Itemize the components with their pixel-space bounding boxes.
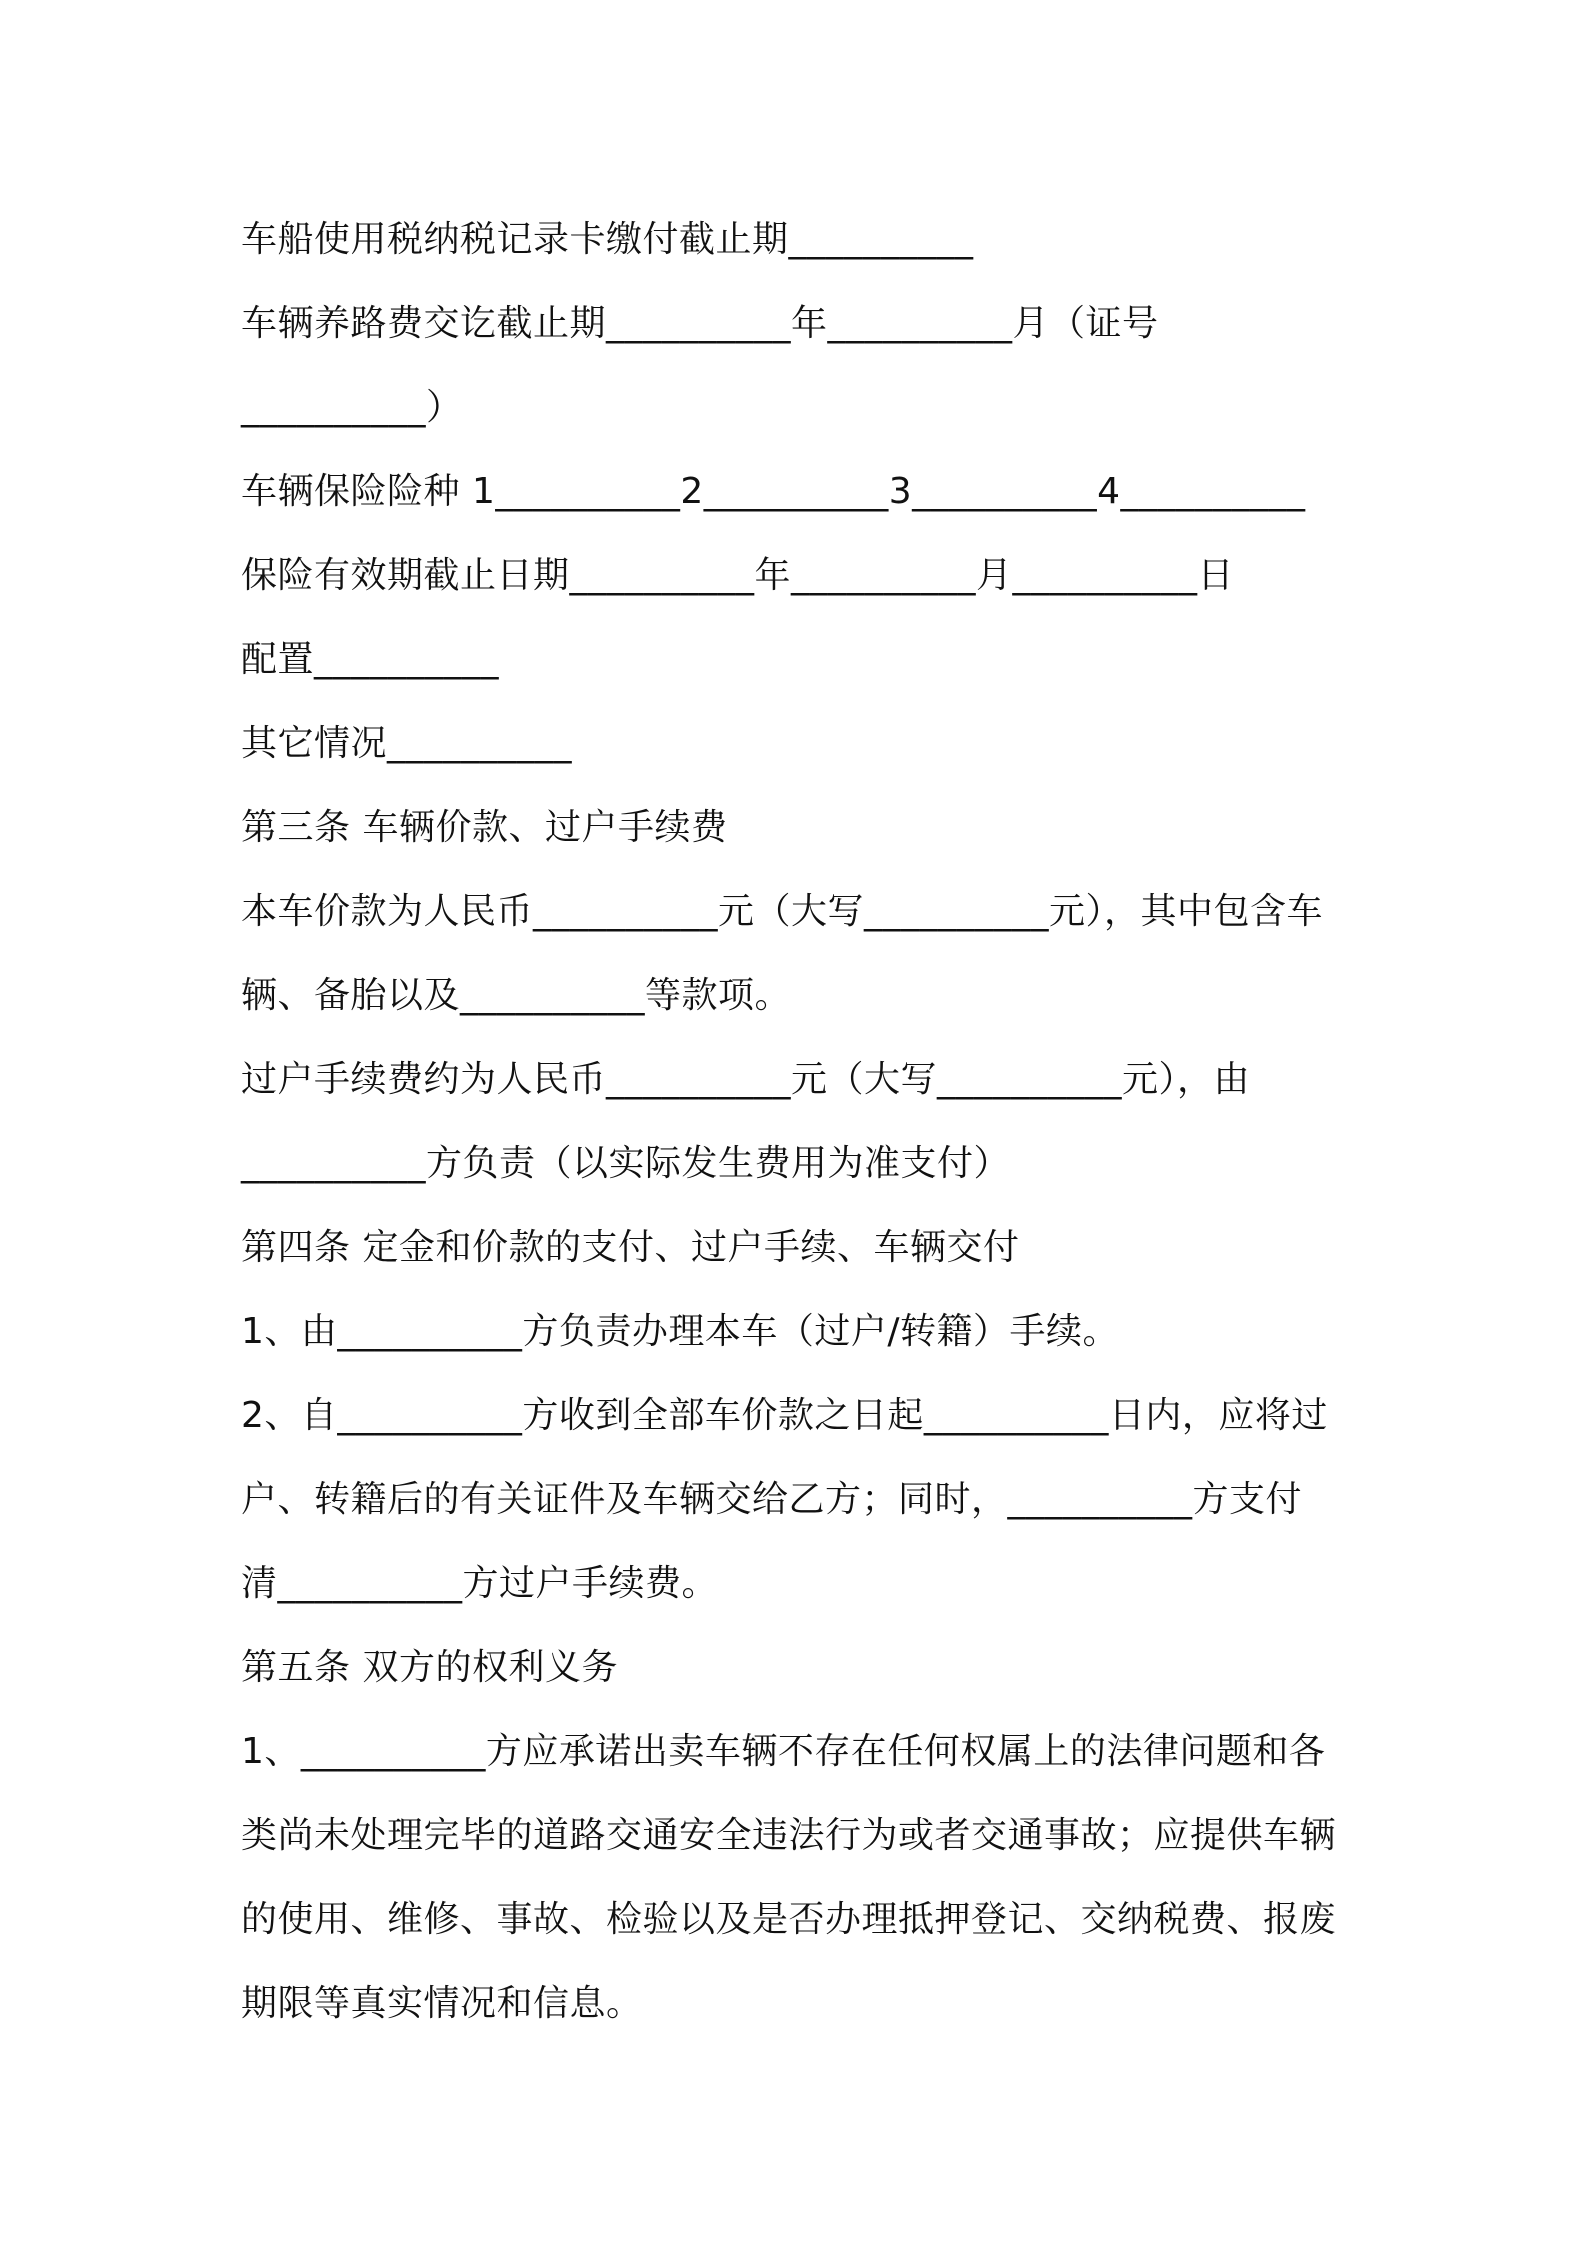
clause-4-1: 1、由__________方负责办理本车（过户/转籍）手续。 <box>241 1311 1120 1352</box>
paragraph-transfer-fee-2: __________方负责（以实际发生费用为准支付） <box>241 1143 1011 1184</box>
paragraph-price-1: 本车价款为人民币__________元（大写__________元），其中包含车 <box>241 891 1324 932</box>
line-tax-card: 车船使用税纳税记录卡缴付截止期__________ <box>241 219 974 260</box>
line-other: 其它情况__________ <box>241 723 573 764</box>
line-configuration: 配置__________ <box>241 639 500 680</box>
clause-5-1-line-4: 期限等真实情况和信息。 <box>241 1983 643 2024</box>
line-insurance-expiry: 保险有效期截止日期__________年__________月__________日 <box>241 555 1235 596</box>
clause-4-2-line-1: 2、自__________方收到全部车价款之日起__________日内，应将过 <box>241 1395 1328 1436</box>
line-insurance-types: 车辆保险险种 1__________2__________3__________4__________ <box>241 471 1306 512</box>
clause-5-1-line-1: 1、__________方应承诺出卖车辆不存在任何权属上的法律问题和各 <box>241 1731 1326 1772</box>
contract-body <box>241 198 1371 2046</box>
heading-article-5: 第五条 双方的权利义务 <box>241 1647 618 1688</box>
paragraph-price-2: 辆、备胎以及__________等款项。 <box>241 975 792 1016</box>
paragraph-transfer-fee-1: 过户手续费约为人民币__________元（大写__________元），由 <box>241 1059 1251 1100</box>
clause-5-1-line-3: 的使用、维修、事故、检验以及是否办理抵押登记、交纳税费、报废 <box>241 1899 1337 1940</box>
clause-4-2-line-2: 户、转籍后的有关证件及车辆交给乙方；同时，__________方支付 <box>241 1479 1303 1520</box>
line-road-fee: 车辆养路费交讫截止期__________年__________月（证号 <box>241 303 1159 344</box>
clause-5-1-line-2: 类尚未处理完毕的道路交通安全违法行为或者交通事故；应提供车辆 <box>241 1815 1337 1856</box>
heading-article-4: 第四条 定金和价款的支付、过户手续、车辆交付 <box>241 1227 1020 1268</box>
line-road-fee-cert: __________） <box>241 387 463 428</box>
heading-article-3: 第三条 车辆价款、过户手续费 <box>241 807 728 848</box>
clause-4-2-line-3: 清__________方过户手续费。 <box>241 1563 719 1604</box>
